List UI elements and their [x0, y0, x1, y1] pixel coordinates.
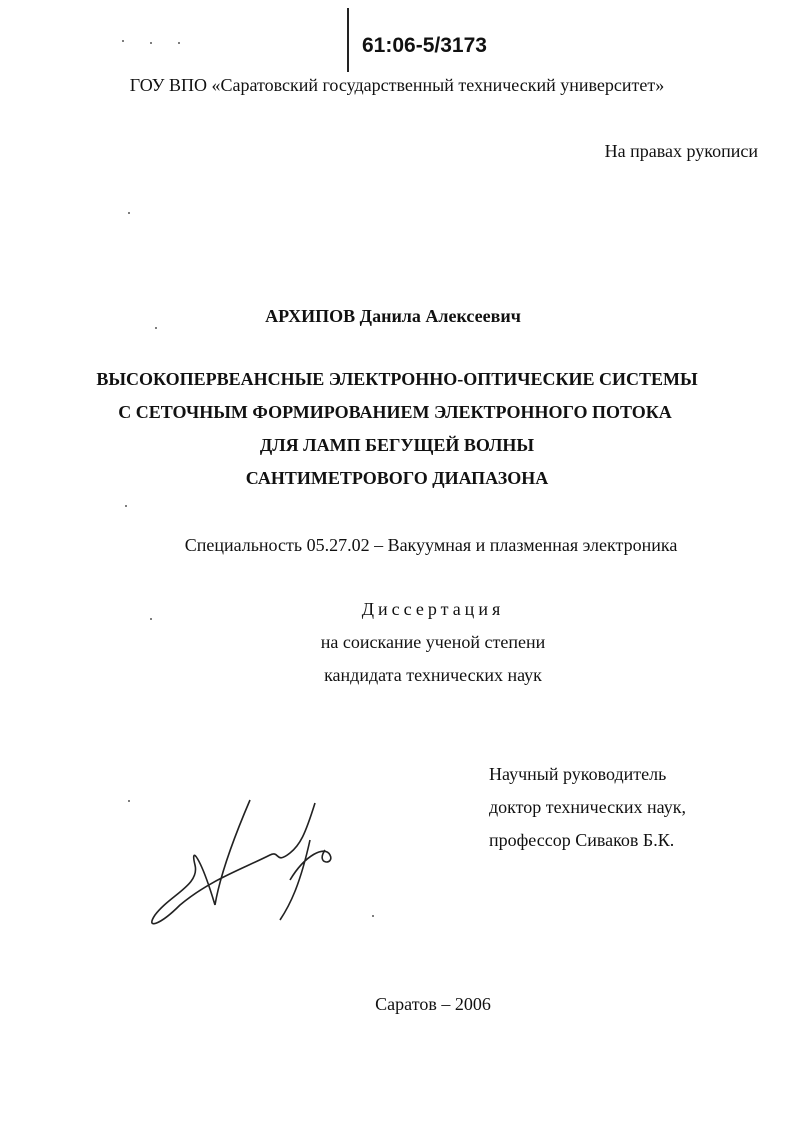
author-signature	[140, 795, 360, 935]
scan-speck	[155, 327, 157, 329]
specialty: Специальность 05.27.02 – Вакуумная и плазменная электроника	[184, 535, 678, 555]
scan-speck	[372, 915, 374, 917]
scan-speck	[122, 40, 124, 42]
manuscript-note: На правах рукописи	[604, 141, 758, 161]
degree-line: на соискание ученой степени	[320, 632, 546, 652]
scan-speck	[125, 505, 127, 507]
degree-line: кандидата технических наук	[324, 665, 542, 685]
supervisor-line: доктор технических наук,	[489, 797, 686, 817]
scan-speck	[150, 42, 152, 44]
title-line: ДЛЯ ЛАМП БЕГУЩЕЙ ВОЛНЫ	[259, 435, 535, 455]
title-line: С СЕТОЧНЫМ ФОРМИРОВАНИЕМ ЭЛЕКТРОННОГО ПОТОКА	[118, 402, 672, 422]
place-year: Саратов – 2006	[375, 994, 491, 1014]
author-name: АРХИПОВ Данила Алексеевич	[265, 306, 521, 326]
supervisor-line: Научный руководитель	[489, 764, 667, 784]
institution: ГОУ ВПО «Саратовский государственный технический университет»	[129, 75, 665, 95]
scan-speck	[150, 618, 152, 620]
supervisor-line: профессор Сиваков Б.К.	[489, 830, 675, 850]
scan-speck	[128, 212, 130, 214]
margin-line	[347, 8, 349, 72]
registry-code: 61:06-5/3173	[362, 34, 487, 57]
scan-speck	[178, 42, 180, 44]
title-line: ВЫСОКОПЕРВЕАНСНЫЕ ЭЛЕКТРОННО-ОПТИЧЕСКИЕ СИСТЕМЫ	[96, 369, 698, 389]
dissertation-label: Диссертация	[361, 599, 505, 619]
title-line: САНТИМЕТРОВОГО ДИАПАЗОНА	[245, 468, 549, 488]
scan-speck	[128, 800, 130, 802]
